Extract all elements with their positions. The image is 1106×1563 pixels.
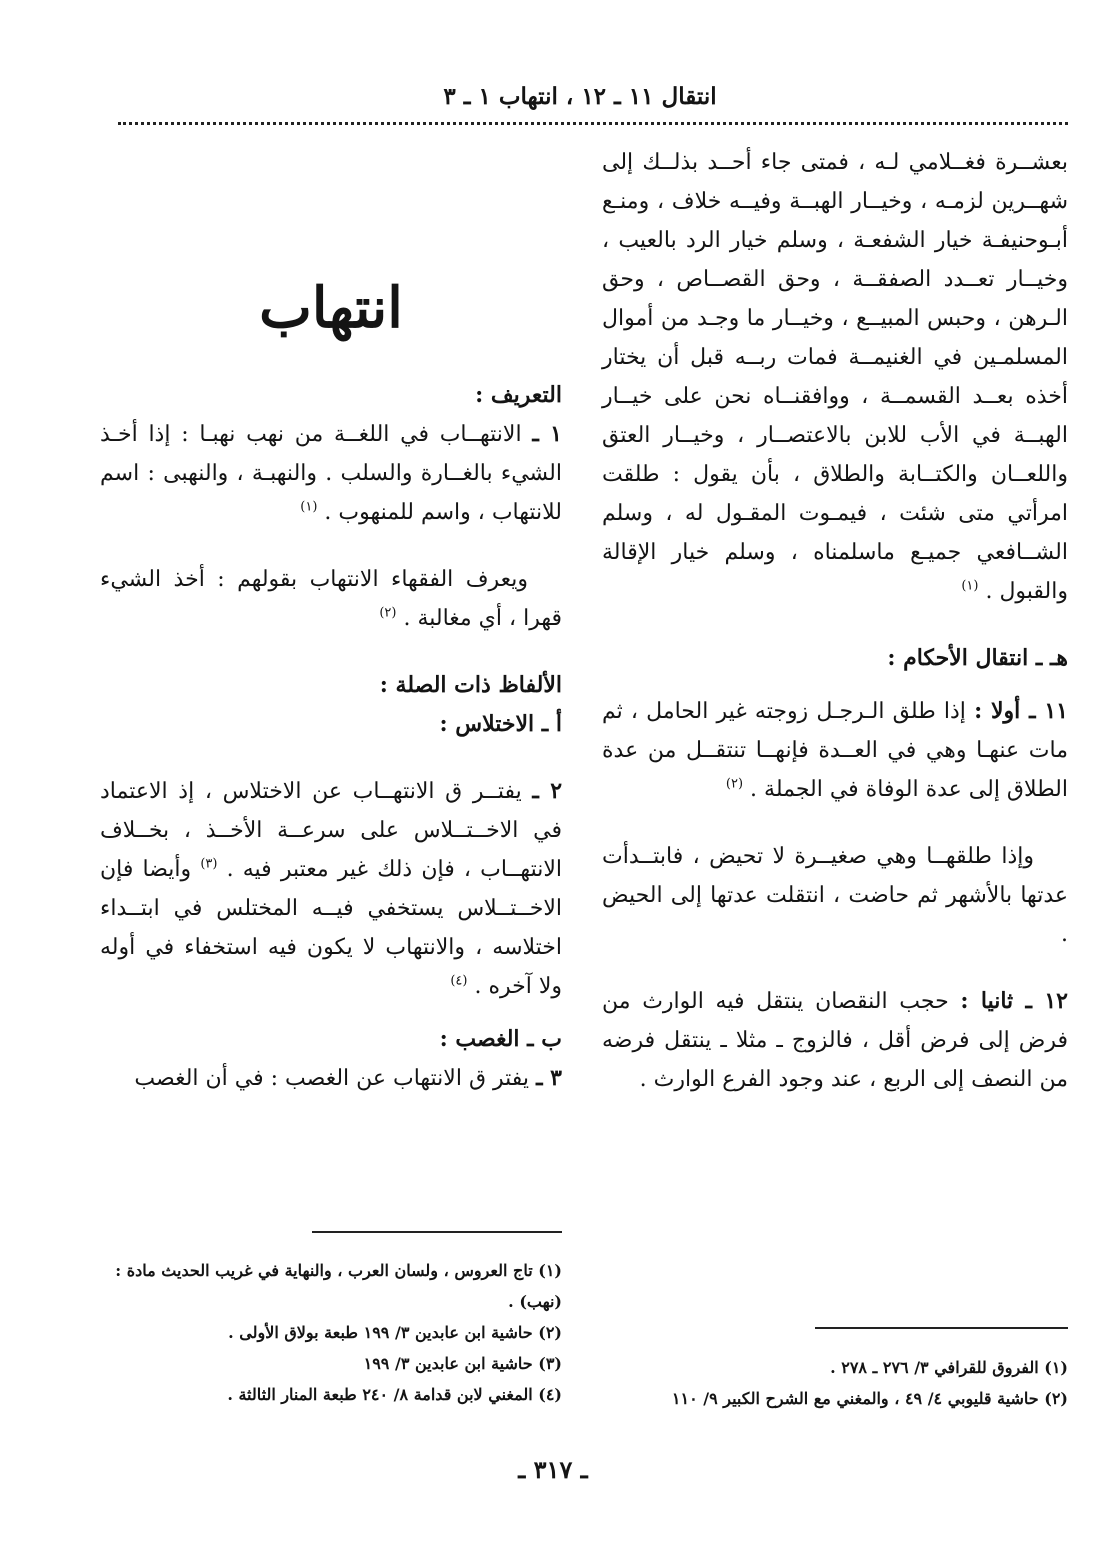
paragraph-1-continued [100, 560, 562, 638]
paragraph-text: ويعرف الفقهاء الانتهاب بقولهم : أخذ الشيء قهرا ، أي مغالبة . [100, 567, 562, 631]
subheading-ikhtilas: أ ـ الاختلاس : [439, 711, 562, 737]
paragraph-text: حجب النقصان ينتقل فيه الوارث من فرض إلى فرض أقل ، فالزوج ـ مثلا ـ ينتقل فرضه من النصف إلى الربع ، عند وجود الفرع الوارث . [602, 989, 1068, 1092]
paragraph-number: ٢ ـ [532, 778, 563, 804]
subheading-ghasb: ب ـ الغصب : [439, 1026, 562, 1052]
footnote-rule [312, 1231, 562, 1233]
footnote-item: (٢) حاشية ابن عابدين ٣/ ١٩٩ طبعة بولاق الأولى . [228, 1323, 562, 1342]
footnote-ref: (٤) [450, 973, 468, 989]
paragraph-1 [100, 415, 562, 532]
paragraph-11 [602, 692, 1068, 809]
paragraph-text: وأيضا فإن الاخــتــلاس يستخفي فيــه المختلس في ابتــداء اختلاسه ، والانتهاب لا يكون فيه استخفاء في أوله ولا آخره . [100, 857, 562, 999]
right-column [602, 143, 1068, 1099]
footnote-ref: (٣) [200, 856, 218, 872]
left-footnotes [100, 1255, 562, 1410]
footnote-ref: (١) [300, 499, 318, 515]
paragraph-text: يفتــر ق الانتهــاب عن الاختلاس ، إذ الاعتماد في الاخــتــلاس على سرعــة الأخــذ ، بخــلاف الانتهــاب ، فإن ذلك غير معتبر فيه . [100, 779, 562, 882]
paragraph-3 [100, 1059, 562, 1098]
footnote-rule [815, 1327, 1068, 1329]
right-footnotes [602, 1352, 1068, 1414]
paragraph-number: ١١ ـ أولا : [974, 698, 1068, 724]
entry-title: انتهاب [259, 275, 403, 341]
footnote-ref: (١) [961, 578, 979, 594]
paragraph-12 [602, 982, 1068, 1099]
left-column [100, 268, 562, 1098]
header-dotted-rule [118, 122, 1068, 125]
paragraph-2 [100, 772, 562, 1006]
running-header: انتقال ١١ ـ ١٢ ، انتهاب ١ ـ ٣ [443, 83, 717, 110]
section-heading-intiqal-ahkam: هـ ـ انتقال الأحكام : [887, 645, 1068, 671]
footnote-item: (٤) المغني لابن قدامة ٨/ ٢٤٠ طبعة المنار الثالثة . [227, 1385, 562, 1404]
footnote-item: (٣) حاشية ابن عابدين ٣/ ١٩٩ [363, 1354, 562, 1373]
footnote-item: (٢) حاشية قليوبي ٤/ ٤٩ ، والمغني مع الشرح الكبير ٩/ ١١٠ [671, 1389, 1068, 1408]
footnote-item: (١) الفروق للقرافي ٣/ ٢٧٦ ـ ٢٧٨ . [830, 1358, 1068, 1377]
continued-paragraph [602, 143, 1068, 611]
paragraph-text: إذا طلق الـرجـل زوجته غير الحامل ، ثم مات عنهـا وهي في العــدة فإنهــا تنتقــل من عدة الطلاق إلى عدة الوفاة في الجملة . [602, 699, 1068, 802]
footnote-item: (١) تاج العروس ، ولسان العرب ، والنهاية في غريب الحديث مادة : (نهب) . [115, 1261, 562, 1311]
paragraph-text: الانتهــاب في اللغــة من نهب نهبـا : إذا أخـذ الشيء بالغــارة والسلب . والنهبـة ، والنهبى : اسم للانتهاب ، واسم للمنهوب . [100, 422, 562, 525]
definition-heading: التعريف : [475, 382, 562, 408]
paragraph-number: ١٢ ـ ثانيا : [960, 988, 1068, 1014]
paragraph-number: ١ ـ [532, 421, 562, 447]
page-number: ـ ٣١٧ ـ [518, 1455, 588, 1484]
footnote-ref: (٢) [725, 776, 744, 792]
paragraph-11-continued: وإذا طلقهــا وهي صغيــرة لا تحيض ، فابتــدأت عدتها بالأشهر ثم حاضت ، انتقلت عدتها إلى الحيض . [602, 844, 1068, 947]
footnote-ref: (٢) [379, 605, 397, 621]
paragraph-text: يفتر ق الانتهاب عن الغصب : في أن الغصب [134, 1066, 530, 1091]
paragraph-number: ٣ ـ [536, 1065, 562, 1091]
related-terms-heading: الألفاظ ذات الصلة : [379, 672, 562, 698]
continued-text: بعشــرة فغــلامي لـه ، فمتى جاء أحــد بذلــك إلى شهــرين لزمـه ، وخيــار الهبــة وفيــه خلاف ، ومنـع أبـوحنيفـة خيار الشفعـة ، وسلم خيار الرد بالعيب ، وخيــار تعــدد الصفقــة ، وحق القصــاص ، وحق الـرهن ، وحبس المبيــع ، وخيــار ما وجـد من أموال المسلمـين في الغنيمــة فمات ربــه قبل أن يختار أخذه بعــد القسمــة ، ووافقنــاه نحن على خيــار الهبــة في الأب للابن بالاعتصــار ، وخيــار العتق واللعــان والكتــابة والطلاق ، بأن يقول : طلقت امرأتي متى شئت ، فيمـوت المقـول له ، وسلم الشــافعي جميـع ماسلمناه ، وسلم خيار الإقالة والقبول . [602, 150, 1068, 604]
